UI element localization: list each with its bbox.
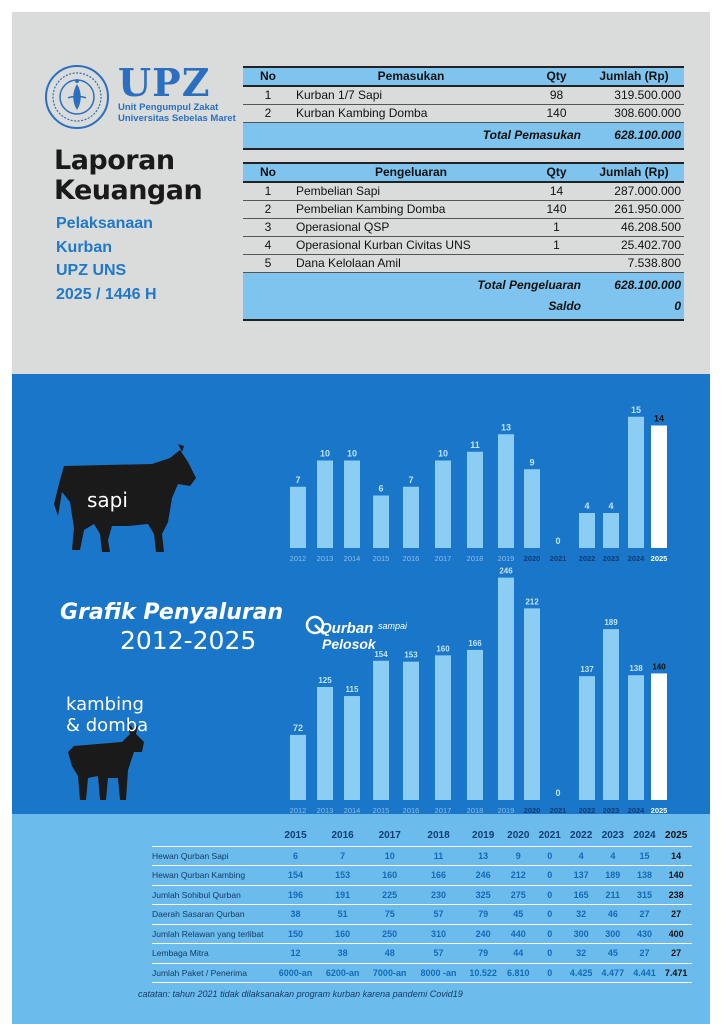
stats-cell: 7.471 <box>660 963 692 983</box>
bar-2013 <box>317 461 333 549</box>
bar-value-label: 11 <box>470 439 480 450</box>
stats-cell: 79 <box>464 905 503 925</box>
stats-cell: 138 <box>629 866 661 886</box>
bar-2020 <box>524 608 540 800</box>
report-subtitle <box>56 212 157 306</box>
bar-value-label: 160 <box>436 644 450 654</box>
bar-value-label: 9 <box>529 457 535 468</box>
bar-2023 <box>603 513 619 548</box>
distribution-chart-section <box>12 374 710 814</box>
year-tick-label: 2018 <box>466 554 484 563</box>
income-header-item: Pemasukan <box>293 67 529 86</box>
expense-row <box>243 219 684 237</box>
stats-cell: 240 <box>464 924 503 944</box>
stats-cell: 4.477 <box>597 963 629 983</box>
bar-2013 <box>317 687 333 800</box>
bar-2025 <box>651 673 667 800</box>
bar-value-label: 137 <box>580 665 594 675</box>
income-row-item: Kurban 1/7 Sapi <box>293 86 529 105</box>
income-total-row <box>243 123 684 149</box>
stats-row-label: Hewan Qurban Sapi <box>152 846 272 866</box>
stats-year-header: 2023 <box>601 830 624 842</box>
stats-cell: 51 <box>319 905 366 925</box>
year-tick-label: 2024 <box>627 554 645 563</box>
stats-row-label: Lembaga Mitra <box>152 944 272 964</box>
stats-cell: 10 <box>366 846 413 866</box>
income-header-no: No <box>243 67 293 86</box>
stats-row <box>152 905 692 925</box>
stats-cell: 45 <box>597 944 629 964</box>
stats-cell: 27 <box>629 905 661 925</box>
year-tick-label: 2017 <box>434 806 452 814</box>
expense-total-label: Total Pengeluaran <box>243 273 584 299</box>
year-tick-label: 2025 <box>650 806 668 814</box>
income-row <box>243 105 684 123</box>
bar-2019 <box>498 434 514 548</box>
stats-cell: 0 <box>534 866 565 886</box>
stats-cell: 0 <box>534 885 565 905</box>
stats-cell: 8000 -an <box>413 963 464 983</box>
saldo-table <box>243 294 684 321</box>
income-table <box>243 66 684 150</box>
stats-cell: 7 <box>319 846 366 866</box>
stats-cell: 4 <box>565 846 597 866</box>
stats-row-label: Daerah Sasaran Qurban <box>152 905 272 925</box>
stats-body <box>152 846 692 983</box>
stats-cell: 46 <box>597 905 629 925</box>
stats-cell: 230 <box>413 885 464 905</box>
bar-2015 <box>373 496 389 549</box>
stats-year-header: 2024 <box>633 830 656 842</box>
stats-row <box>152 944 692 964</box>
bar-2022 <box>579 513 595 548</box>
income-row-qty: 140 <box>529 105 584 123</box>
upz-logo <box>44 60 244 134</box>
stats-cell: 189 <box>597 866 629 886</box>
bar-value-label: 4 <box>584 501 590 511</box>
bar-value-label: 0 <box>555 536 561 546</box>
stats-cell: 196 <box>272 885 319 905</box>
stats-row <box>152 963 692 983</box>
stats-cell: 400 <box>660 924 692 944</box>
report-subtitle-line3: UPZ UNS <box>56 262 127 279</box>
stats-cell: 57 <box>413 905 464 925</box>
stats-cell: 300 <box>597 924 629 944</box>
stats-cell: 4.441 <box>629 963 661 983</box>
expense-row-amount: 7.538.800 <box>584 255 684 273</box>
income-row-no: 1 <box>243 86 293 105</box>
expense-row-amount: 261.950.000 <box>584 201 684 219</box>
year-tick-label: 2014 <box>343 806 361 814</box>
stats-cell: 0 <box>534 905 565 925</box>
bar-2014 <box>344 696 360 800</box>
stats-cell: 165 <box>565 885 597 905</box>
saldo-row <box>243 294 684 320</box>
expense-row-amount: 25.402.700 <box>584 237 684 255</box>
year-tick-label: 2024 <box>627 806 645 814</box>
stats-cell: 212 <box>502 866 534 886</box>
bar-value-label: 6 <box>378 483 384 494</box>
bar-value-label: 154 <box>374 649 388 659</box>
stats-cell: 12 <box>272 944 319 964</box>
bar-value-label: 10 <box>346 448 358 459</box>
expense-row-no: 4 <box>243 237 293 255</box>
bar-2018 <box>467 650 483 800</box>
stats-cell: 32 <box>565 944 597 964</box>
year-tick-label: 2021 <box>549 806 567 814</box>
bar-value-label: 212 <box>525 597 539 607</box>
stats-note: catatan: tahun 2021 tidak dilaksanakan program kurban karena pandemi Covid19 <box>138 989 463 999</box>
expense-row-qty: 1 <box>529 237 584 255</box>
income-row-item: Kurban Kambing Domba <box>293 105 529 123</box>
year-tick-label: 2023 <box>602 806 620 814</box>
bar-2012 <box>290 735 306 800</box>
stats-row-label: Jumlah Relawan yang terlibat <box>152 924 272 944</box>
bar-2014 <box>344 461 360 549</box>
sapi-label: sapi <box>87 488 128 512</box>
stats-year-header: 2018 <box>427 830 450 842</box>
distribution-charts <box>12 374 710 814</box>
bar-2023 <box>603 629 619 800</box>
stats-cell: 0 <box>534 963 565 983</box>
stats-cell: 137 <box>565 866 597 886</box>
stats-cell: 160 <box>319 924 366 944</box>
bar-2012 <box>290 487 306 548</box>
year-tick-label: 2020 <box>523 806 541 814</box>
stats-year-header: 2017 <box>378 830 401 842</box>
expense-row <box>243 255 684 273</box>
bar-value-label: 72 <box>292 722 304 733</box>
stats-cell: 15 <box>629 846 661 866</box>
stats-cell: 75 <box>366 905 413 925</box>
stats-row <box>152 846 692 866</box>
stats-cell: 440 <box>502 924 534 944</box>
bar-2017 <box>435 655 451 800</box>
stats-cell: 38 <box>319 944 366 964</box>
saldo-label: Saldo <box>293 294 584 320</box>
year-tick-label: 2014 <box>343 554 361 563</box>
income-header-qty: Qty <box>529 67 584 86</box>
bar-value-label: 125 <box>318 676 332 685</box>
stats-cell: 38 <box>272 905 319 925</box>
expense-row-qty <box>529 255 584 273</box>
bar-value-label: 0 <box>555 788 561 798</box>
bar-value-label: 153 <box>404 650 418 660</box>
stats-header-row <box>152 826 692 846</box>
expense-row-qty: 14 <box>529 182 584 201</box>
stats-year-header: 2019 <box>472 830 495 842</box>
kambing-bar-chart <box>290 567 668 814</box>
stats-cell: 153 <box>319 866 366 886</box>
income-header-row <box>243 67 684 86</box>
year-tick-label: 2013 <box>316 554 334 563</box>
stats-cell: 14 <box>660 846 692 866</box>
bar-value-label: 14 <box>653 413 665 424</box>
income-row <box>243 86 684 105</box>
stats-cell: 57 <box>413 944 464 964</box>
bar-value-label: 7 <box>408 474 414 485</box>
expense-row-no: 1 <box>243 182 293 201</box>
year-tick-label: 2019 <box>497 806 515 814</box>
bar-2022 <box>579 676 595 800</box>
stats-cell: 79 <box>464 944 503 964</box>
year-tick-label: 2015 <box>372 806 390 814</box>
stats-year-header: 2020 <box>507 830 530 842</box>
expense-header-amount: Jumlah (Rp) <box>584 163 684 182</box>
stats-cell: 238 <box>660 885 692 905</box>
expense-row-no: 3 <box>243 219 293 237</box>
stats-cell: 27 <box>660 905 692 925</box>
year-tick-label: 2025 <box>650 554 668 563</box>
stats-row-label: Jumlah Sohibul Qurban <box>152 885 272 905</box>
report-subtitle-line2: Kurban <box>56 238 112 256</box>
income-header-amount: Jumlah (Rp) <box>584 67 684 86</box>
stats-row <box>152 866 692 886</box>
expense-header-no: No <box>243 163 293 182</box>
stats-cell: 45 <box>502 905 534 925</box>
income-row-no: 2 <box>243 105 293 123</box>
stats-cell: 4 <box>597 846 629 866</box>
expense-total-value: 628.100.000 <box>584 273 684 299</box>
expense-row-no: 2 <box>243 201 293 219</box>
expense-row-item: Operasional QSP <box>293 219 529 237</box>
bar-value-label: 140 <box>652 662 666 672</box>
logo-subtitle-line1: Unit Pengumpul Zakat <box>118 102 219 113</box>
report-title-line1: Laporan <box>54 145 175 176</box>
expense-header-qty: Qty <box>529 163 584 182</box>
stats-cell: 11 <box>413 846 464 866</box>
bar-value-label: 115 <box>345 685 359 695</box>
stats-cell: 6 <box>272 846 319 866</box>
year-tick-label: 2015 <box>372 554 390 563</box>
stats-cell: 7000-an <box>366 963 413 983</box>
stats-cell: 160 <box>366 866 413 886</box>
stats-row-label: Jumlah Paket / Penerima <box>152 963 272 983</box>
stats-table <box>152 826 692 983</box>
report-page <box>12 12 710 1024</box>
stats-cell: 27 <box>629 944 661 964</box>
chart-year-range: 2012-2025 <box>120 626 257 655</box>
uns-seal-icon <box>44 64 110 130</box>
stats-cell: 325 <box>464 885 503 905</box>
stats-cell: 4.425 <box>565 963 597 983</box>
income-row-amount: 308.600.000 <box>584 105 684 123</box>
stats-cell: 250 <box>366 924 413 944</box>
stats-cell: 246 <box>464 866 503 886</box>
expense-row-amount: 46.208.500 <box>584 219 684 237</box>
expense-row <box>243 237 684 255</box>
bar-value-label: 15 <box>630 404 642 415</box>
stats-cell: 0 <box>534 924 565 944</box>
saldo-value: 0 <box>584 294 684 320</box>
stats-year-header: 2022 <box>570 830 593 842</box>
stats-cell: 48 <box>366 944 413 964</box>
bar-2015 <box>373 661 389 800</box>
bar-2025 <box>651 426 667 549</box>
report-subtitle-line4: 2025 / 1446 H <box>56 285 157 303</box>
kambing-label-line2: & domba <box>66 715 149 736</box>
bar-value-label: 10 <box>319 448 331 459</box>
stats-cell: 166 <box>413 866 464 886</box>
report-title-line2: Keuangan <box>54 175 203 206</box>
expense-row-item: Operasional Kurban Civitas UNS <box>293 237 529 255</box>
year-tick-label: 2019 <box>497 554 515 563</box>
bar-2024 <box>628 417 644 548</box>
expense-table <box>243 162 684 300</box>
bar-2016 <box>403 487 419 548</box>
stats-cell: 44 <box>502 944 534 964</box>
bar-2020 <box>524 469 540 548</box>
year-tick-label: 2016 <box>402 554 420 563</box>
logo-subtitle-line2: Universitas Sebelas Maret <box>118 113 236 124</box>
stats-cell: 275 <box>502 885 534 905</box>
stats-row <box>152 924 692 944</box>
bar-value-label: 10 <box>437 448 449 459</box>
financial-report-section <box>12 12 710 374</box>
year-tick-label: 2016 <box>402 806 420 814</box>
stats-year-header: 2021 <box>538 830 561 842</box>
year-tick-label: 2023 <box>602 554 620 563</box>
bar-2024 <box>628 675 644 800</box>
expense-row-qty: 140 <box>529 201 584 219</box>
sapi-bar-chart <box>290 405 668 563</box>
year-tick-label: 2012 <box>289 554 307 563</box>
expense-row <box>243 182 684 201</box>
stats-row-label: Hewan Qurban Kambing <box>152 866 272 886</box>
report-title <box>54 146 202 206</box>
stats-section <box>12 814 710 1024</box>
income-row-amount: 319.500.000 <box>584 86 684 105</box>
stats-cell: 6.810 <box>502 963 534 983</box>
stats-cell: 32 <box>565 905 597 925</box>
stats-cell: 310 <box>413 924 464 944</box>
qsp-logo-line3: Pelosok <box>322 636 376 652</box>
stats-year-header: 2025 <box>665 830 688 842</box>
stats-cell: 10.522 <box>464 963 503 983</box>
expense-row-item: Pembelian Kambing Domba <box>293 201 529 219</box>
income-total-label: Total Pemasukan <box>243 123 584 149</box>
chart-title: Grafik Penyaluran <box>60 600 284 625</box>
year-tick-label: 2022 <box>578 554 596 563</box>
stats-cell: 0 <box>534 846 565 866</box>
stats-cell: 0 <box>534 944 565 964</box>
income-row-qty: 98 <box>529 86 584 105</box>
stats-cell: 154 <box>272 866 319 886</box>
kambing-label <box>66 694 148 736</box>
bar-2018 <box>467 452 483 548</box>
stats-cell: 6200-an <box>319 963 366 983</box>
year-tick-label: 2021 <box>549 554 567 563</box>
qsp-logo <box>304 612 424 656</box>
year-tick-label: 2017 <box>434 554 452 563</box>
bar-value-label: 7 <box>295 474 301 485</box>
stats-cell: 150 <box>272 924 319 944</box>
stats-cell: 315 <box>629 885 661 905</box>
stats-year-header: 2015 <box>284 830 307 842</box>
income-total-value: 628.100.000 <box>584 123 684 149</box>
logo-wordmark: UPZ <box>118 60 211 105</box>
expense-header-item: Pengeluaran <box>293 163 529 182</box>
stats-cell: 140 <box>660 866 692 886</box>
stats-cell: 211 <box>597 885 629 905</box>
expense-row-amount: 287.000.000 <box>584 182 684 201</box>
stats-cell: 27 <box>660 944 692 964</box>
expense-header-row <box>243 163 684 182</box>
qsp-logo-line2: sampai <box>378 621 408 631</box>
bar-value-label: 4 <box>608 501 614 511</box>
year-tick-label: 2020 <box>523 554 541 563</box>
year-tick-label: 2013 <box>316 806 334 814</box>
bar-2016 <box>403 662 419 800</box>
stats-cell: 191 <box>319 885 366 905</box>
year-tick-label: 2012 <box>289 806 307 814</box>
year-tick-label: 2022 <box>578 806 596 814</box>
stats-cell: 9 <box>502 846 534 866</box>
bar-value-label: 138 <box>629 664 643 674</box>
bar-value-label: 13 <box>500 422 512 433</box>
bar-value-label: 246 <box>499 566 513 576</box>
bar-value-label: 166 <box>468 638 482 648</box>
expense-row-no: 5 <box>243 255 293 273</box>
bar-value-label: 189 <box>604 618 618 628</box>
expense-row <box>243 201 684 219</box>
expense-row-qty: 1 <box>529 219 584 237</box>
stats-cell: 13 <box>464 846 503 866</box>
bar-2017 <box>435 461 451 549</box>
stats-cell: 430 <box>629 924 661 944</box>
stats-row <box>152 885 692 905</box>
stats-year-header: 2016 <box>331 830 354 842</box>
kambing-label-line1: kambing <box>66 694 144 715</box>
stats-cell: 300 <box>565 924 597 944</box>
year-tick-label: 2018 <box>466 806 484 814</box>
stats-cell: 6000-an <box>272 963 319 983</box>
bar-2019 <box>498 578 514 800</box>
stats-cell: 225 <box>366 885 413 905</box>
report-subtitle-line1: Pelaksanaan <box>56 215 153 232</box>
expense-row-item: Pembelian Sapi <box>293 182 529 201</box>
expense-row-item: Dana Kelolaan Amil <box>293 255 529 273</box>
qsp-logo-line1: Qurban <box>320 620 374 637</box>
